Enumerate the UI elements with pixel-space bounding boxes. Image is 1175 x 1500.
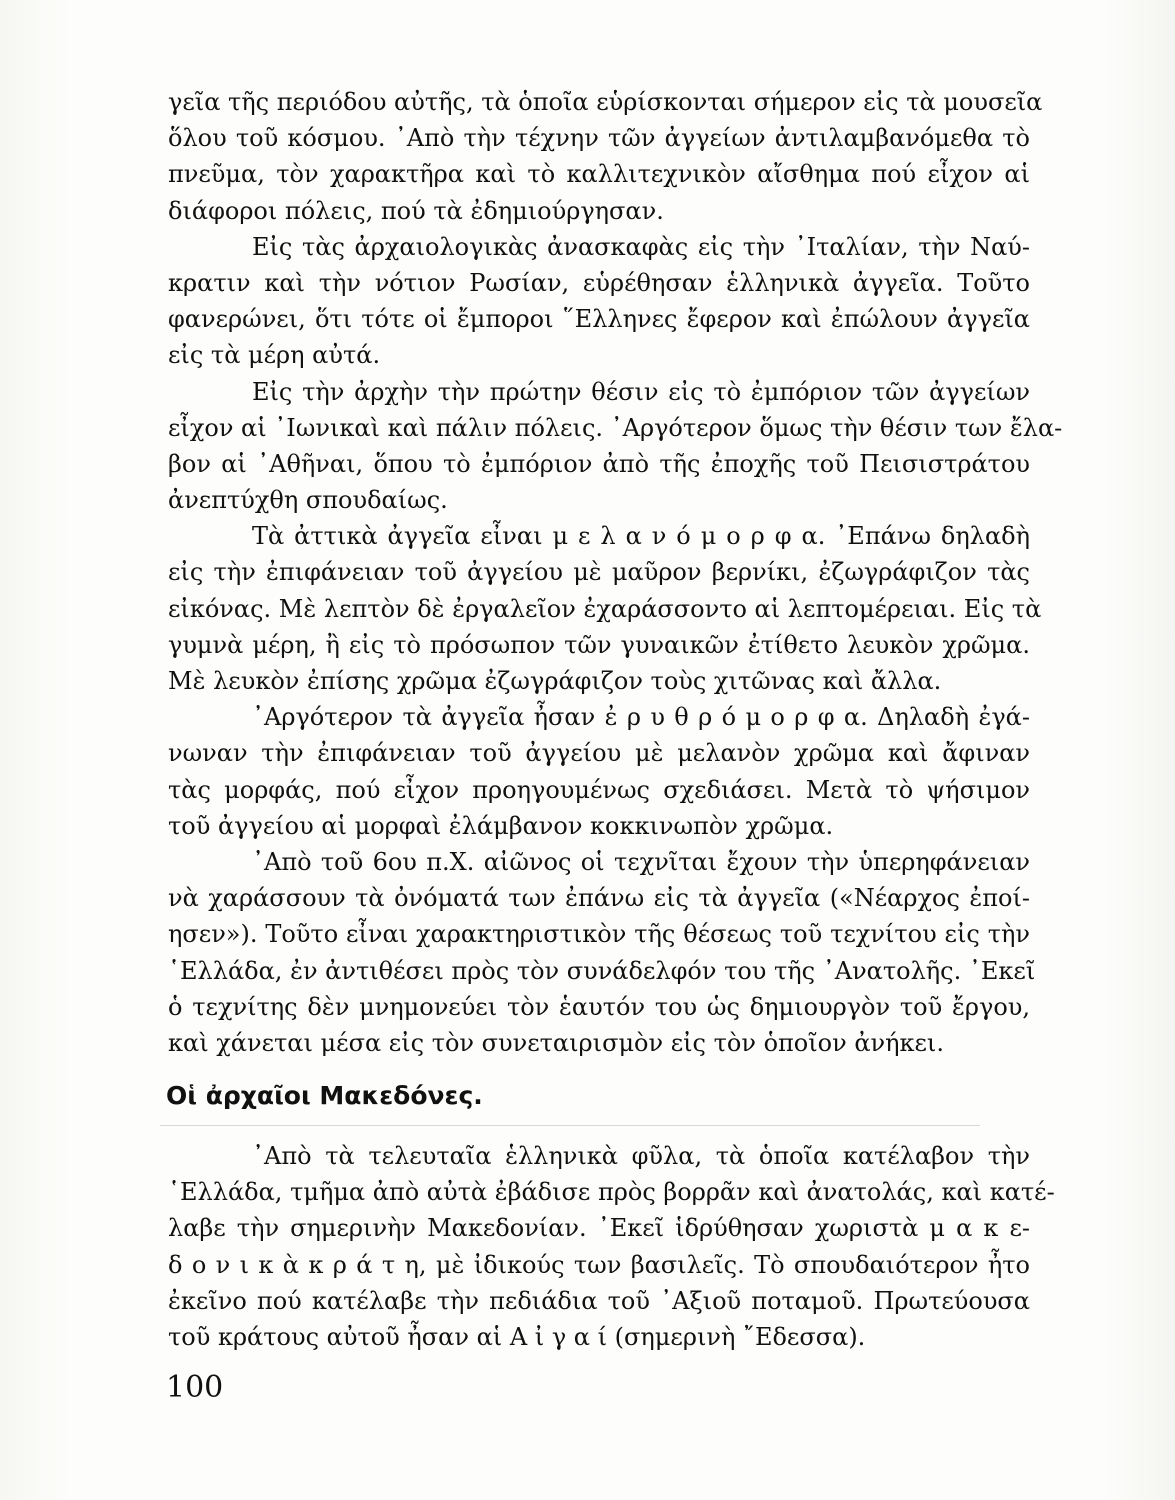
text-line: εἰς τὴν ἐπιφάνειαν τοῦ ἀγγείου μὲ μαῦρον βερνίκι, ἐζωγράφιζον τὰς [168, 558, 1030, 587]
text-line: ᾿Απὸ τοῦ 6ου π.Χ. αἰῶνος οἱ τεχνῖται ἔχουν τὴν ὑπερηφάνειαν [252, 847, 1030, 876]
text-line: γυμνὰ μέρη, ἢ εἰς τὸ πρόσωπον τῶν γυναικῶν ἐτίθετο λευκὸν χρῶμα. [168, 630, 1030, 659]
text-line: ῾Ελλάδα, τμῆμα ἀπὸ αὐτὰ ἐβάδισε πρὸς βορρᾶν καὶ ἀνατολάς, καὶ κατέ- [168, 1178, 1055, 1207]
text-line: Μὲ λευκὸν ἐπίσης χρῶμα ἐζωγράφιζον τοὺς χιτῶνας καὶ ἄλλα. [168, 667, 942, 695]
paragraph [168, 84, 1043, 229]
paragraph [168, 699, 1030, 844]
text-line: κρατιν καὶ τὴν νότιον Ρωσίαν, εὑρέθησαν ἑλληνικὰ ἀγγεῖα. Τοῦτο [168, 268, 1030, 297]
text-line: Εἰς τὰς ἀρχαιολογικὰς ἀνασκαφὰς εἰς τὴν ᾿Ιταλίαν, τὴν Ναύ- [252, 232, 1030, 261]
main-text [168, 84, 1063, 1061]
paragraph [168, 518, 1042, 699]
text-line: πνεῦμα, τὸν χαρακτῆρα καὶ τὸ καλλιτεχνικὸν αἴσθημα πού εἶχον αἱ [168, 160, 1030, 189]
text-line: λαβε τὴν σημερινὴν Μακεδονίαν. ᾿Εκεῖ ἱδρύθησαν χωριστὰ μ α κ ε- [168, 1214, 1030, 1243]
text-line: ᾿Αργότερον τὰ ἀγγεῖα ἦσαν ἐ ρ υ θ ρ ό μ ο ρ φ α. Δηλαδὴ ἐγά- [252, 703, 1030, 732]
text-line: εἰς τὰ μέρη αὐτά. [168, 341, 381, 370]
paragraph [168, 374, 1063, 519]
text-line: διάφοροι πόλεις, πού τὰ ἐδημιούργησαν. [168, 196, 664, 225]
text-line: ὁ τεχνίτης δὲν μνημονεύει τὸν ἑαυτόν του ὡς δημιουργὸν τοῦ ἔργου, [168, 992, 1030, 1021]
section-text [168, 1138, 1055, 1355]
text-line: φανερώνει, ὅτι τότε οἱ ἔμποροι ῞Ελληνες ἔφερον καὶ ἐπώλουν ἀγγεῖα [168, 305, 1030, 334]
paragraph [168, 844, 1036, 1061]
text-line: νωναν τὴν ἐπιφάνειαν τοῦ ἀγγείου μὲ μελανὸν χρῶμα καὶ ἄφιναν [168, 739, 1030, 768]
text-line: Τὰ ἀττικὰ ἀγγεῖα εἶναι μ ε λ α ν ό μ ο ρ φ α. ᾿Επάνω δηλαδὴ [252, 522, 1030, 551]
text-line: Εἰς τὴν ἀρχὴν τὴν πρώτην θέσιν εἰς τὸ ἐμπόριον τῶν ἀγγείων [252, 377, 1030, 406]
divider [160, 1125, 980, 1126]
text-line: δ ο ν ι κ ὰ κ ρ ά τ η, μὲ ἰδικούς των βασιλεῖς. Τὸ σπουδαιότερον ἦτο [168, 1250, 1030, 1279]
text-line: καὶ χάνεται μέσα εἰς τὸν συνεταιρισμὸν εἰς τὸν ὁποῖον ἀνήκει. [168, 1028, 944, 1057]
text-line: ὅλου τοῦ κόσμου. ᾿Απὸ τὴν τέχνην τῶν ἀγγείων ἀντιλαμβανόμεθα τὸ [168, 124, 1030, 153]
page-number: 100 [166, 1370, 224, 1405]
text-line: εἰκόνας. Μὲ λεπτὸν δὲ ἐργαλεῖον ἐχαράσσοντο αἱ λεπτομέρειαι. Εἰς τὰ [168, 594, 1042, 623]
text-line: τοῦ ἀγγείου αἱ μορφαὶ ἐλάμβανον κοκκινωπὸν χρῶμα. [168, 811, 834, 840]
text-line: εἶχον αἱ ᾿Ιωνικαὶ καὶ πάλιν πόλεις. ᾿Αργότερον ὅμως τὴν θέσιν των ἔλα- [168, 413, 1063, 442]
text-line: ἐκεῖνο πού κατέλαβε τὴν πεδιάδια τοῦ ᾿Αξιοῦ ποταμοῦ. Πρωτεύουσα [168, 1286, 1030, 1315]
section-heading: Οἱ ἀρχαῖοι Μακεδόνες. [166, 1081, 483, 1110]
text-line: τὰς μορφάς, πού εἶχον προηγουμένως σχεδιάσει. Μετὰ τὸ ψήσιμον [168, 775, 1030, 804]
text-line: τοῦ κράτους αὐτοῦ ἦσαν αἱ Α ἰ γ α ί (σημερινὴ ῎Εδεσσα). [168, 1322, 866, 1351]
text-line: νὰ χαράσσουν τὰ ὀνόματά των ἐπάνω εἰς τὰ ἀγγεῖα («Νέαρχος ἐποί- [168, 884, 1030, 913]
text-line: ᾿Απὸ τὰ τελευταῖα ἑλληνικὰ φῦλα, τὰ ὁποῖα κατέλαβον τὴν [252, 1142, 1030, 1170]
text-line: γεῖα τῆς περιόδου αὐτῆς, τὰ ὁποῖα εὑρίσκονται σήμερον εἰς τὰ μουσεῖα [168, 88, 1043, 116]
paragraph [168, 229, 1030, 374]
text-line: ῾Ελλάδα, ἐν ἀντιθέσει πρὸς τὸν συνάδελφόν του τῆς ᾿Ανατολῆς. ᾿Εκεῖ [168, 956, 1036, 985]
text-line: ησεν»). Τοῦτο εἶναι χαρακτηριστικὸν τῆς θέσεως τοῦ τεχνίτου εἰς τὴν [168, 920, 1030, 949]
text-line: βον αἱ ᾿Αθῆναι, ὅπου τὸ ἐμπόριον ἀπὸ τῆς ἐποχῆς τοῦ Πεισιστράτου [168, 449, 1030, 478]
text-line: ἀνεπτύχθη σπουδαίως. [168, 486, 448, 515]
